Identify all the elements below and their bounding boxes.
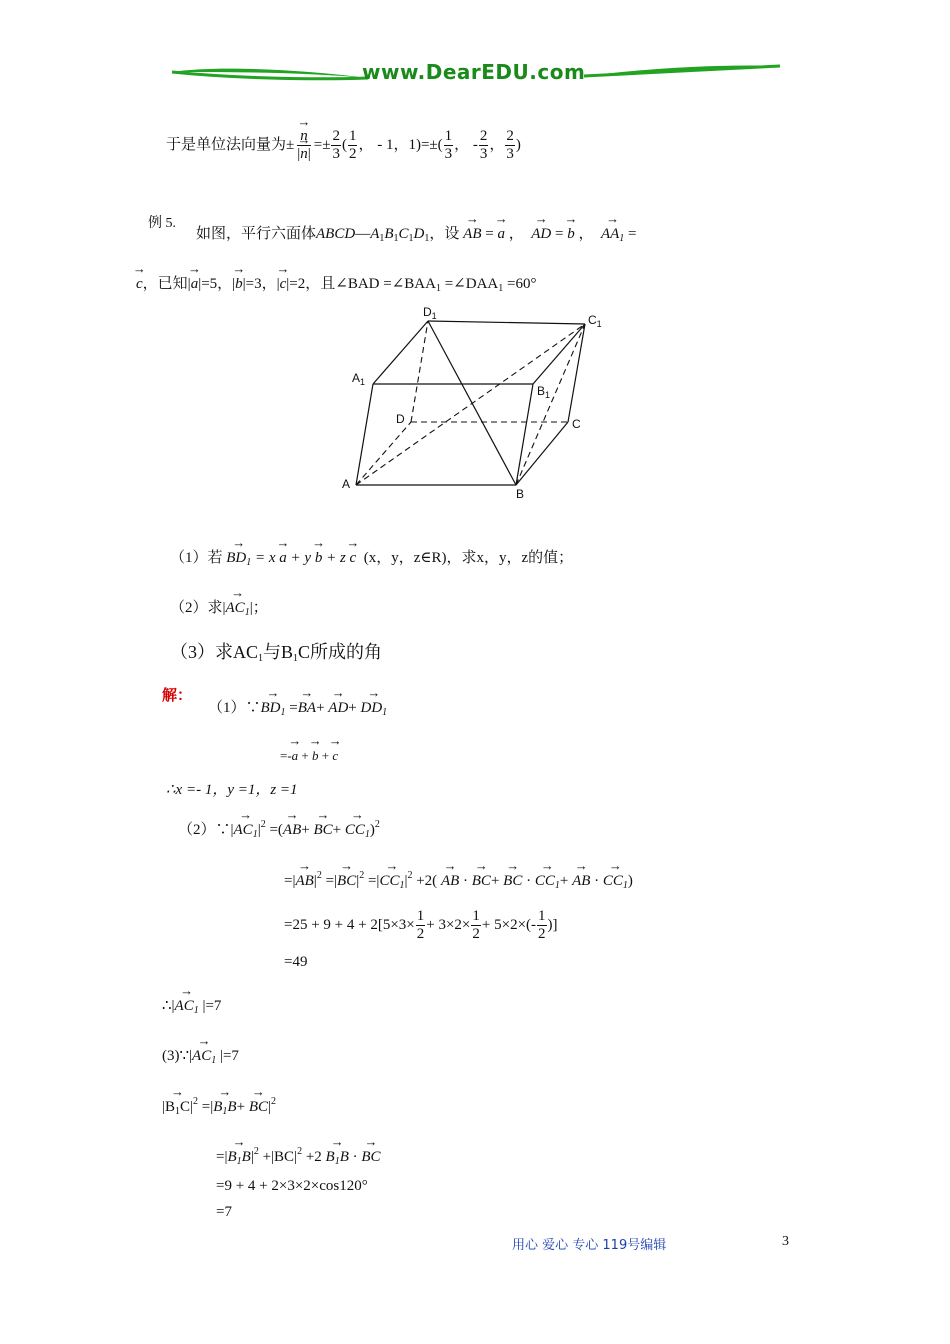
vertex-label-A1: $A_1$	[352, 371, 366, 387]
solution-2-line-3: =25 + 9 + 4 + 2[5×3× $\frac{1}{2}$ + 3×2× $\frac{1}{2}$ + 5×2×(- $\frac{1}{2}$ )]	[284, 908, 558, 943]
vertex-label-B: B	[516, 487, 525, 501]
vertex-label-B1: $B_1$	[537, 384, 551, 400]
unit-normal-fraction: → $\frac{n}{|\to n|}$	[297, 128, 311, 163]
intro-prefix: 于是单位法向量为±	[166, 137, 295, 153]
vertex-label-C1: $C_1$	[588, 313, 602, 329]
example-line-2: → c，已知|→ a|=5，|→ b|=3，|→ c|=2，且∠BAD $=\angle BAA_1$ $=\angle DAA_1 =60^\circ$	[136, 272, 536, 294]
solution-2-line-4: =49	[284, 954, 308, 970]
solution-1-line-1: （1）∵→ $BD_1 =\to BA+ \to AD+ \to DD_1$	[208, 696, 387, 718]
question-3: （3）求$AC_1$与$B_1C$所成的角	[170, 642, 383, 664]
intro-line: 于是单位法向量为± → $\frac{n}{|\to n|}$ =± $\frac{2}{3}$ ( $\frac{1}{2}$ ， - 1，1)=±( $\frac{1}{3}$ ， - $\frac{2}{3}$ ， $\frac{2}{3}$ )	[166, 118, 521, 172]
solution-2-line-1: （2）∵|→ $AC_1|^2$ =(→ $AB+ \to BC+ \to CC_1)^2$	[178, 818, 380, 840]
vertex-label-D: D	[396, 412, 405, 426]
example-label: 例 5.	[148, 216, 176, 231]
vertex-label-C: C	[572, 417, 581, 431]
question-2: （2）求|→ $AC_1|$；	[170, 596, 268, 618]
solution-label: 解：	[162, 688, 193, 704]
solution-3-line-1: (3)∵|→ $AC_1$ |=7	[162, 1046, 239, 1066]
parallelepiped-figure	[340, 302, 640, 502]
solution-3-line-4: =9 + 4 + 2×3×2×cos120°	[216, 1178, 368, 1194]
vertex-label-D1: $D_1$	[423, 305, 437, 321]
solution-2-result: ∴|→ $AC_1$ |=7	[162, 996, 221, 1016]
vertex-label-A: A	[342, 477, 351, 491]
solution-1-line-2: =-→ a + → b + → c	[280, 748, 338, 764]
banner-swoosh-left	[170, 58, 370, 88]
footer-text: 用心 爱心 专心 119号编辑	[512, 1238, 667, 1253]
vector-AB: → AB	[463, 226, 481, 243]
example-line-1: 如图，平行六面体$ABCD—A_1B_1C_1D_1$，设 → AB = → a ， → AD = → b ， → $AA_1$ =	[196, 222, 637, 244]
banner-text: www.DearEDU.com	[362, 60, 586, 84]
solution-1-result: ∴x =- 1，y =1，z =1	[166, 782, 298, 798]
solution-3-line-3: =|→ $B_1B|^2 +|BC|^2 +2 \to B_1B$ · → BC	[216, 1146, 381, 1167]
solution-2-line-2: =|→ $AB|^2$ =|→ $BC|^2$ =|→ $CC_1|^2 +2$( → AB · → BC+ → BC · → $CC_1+$ → AB · → $CC_1$)	[284, 870, 633, 891]
solution-3-line-5: =7	[216, 1204, 232, 1220]
header-banner	[170, 52, 780, 92]
question-1: （1）若 → $BD_1 = x \to a + y \to b + z \to c$ (x，y，z∈R)，求x，y，z的值；	[170, 546, 573, 568]
vector-AD: → AD	[531, 226, 551, 243]
solution-3-line-2: → $|B_1C|^2$ =|→ $B_1B+ \to BC|^2$	[162, 1096, 276, 1117]
page-number: 3	[782, 1234, 789, 1249]
banner-swoosh-right	[582, 56, 782, 86]
vector-AA1: → $AA_1$	[601, 226, 624, 244]
